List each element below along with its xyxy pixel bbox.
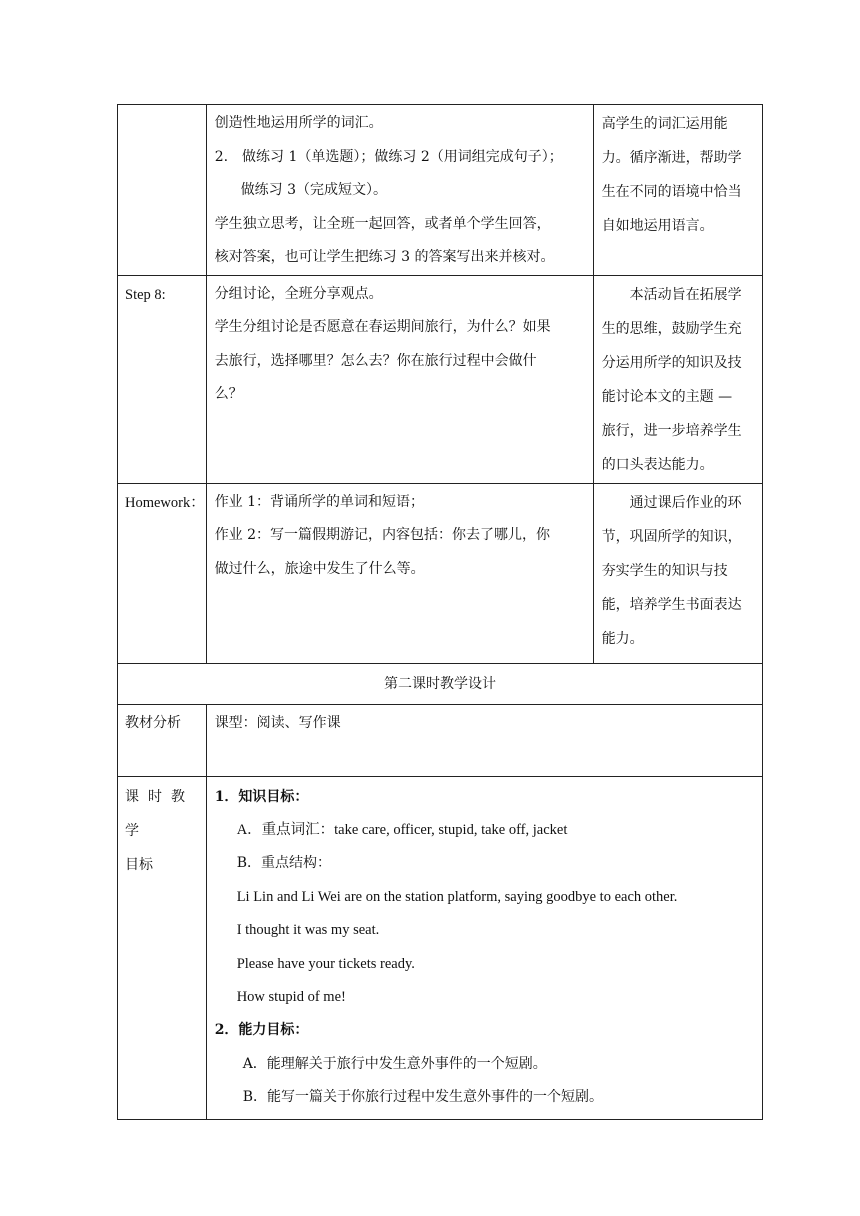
structure-heading: B．重点结构： (236, 855, 331, 872)
homework-label-cell: Homework： (118, 483, 207, 663)
purpose-line: 本活动旨在拓展学 (601, 286, 742, 303)
lesson-type: 课型：阅读、写作课 (214, 714, 341, 731)
purpose-line: 分运用所学的知识及技 (601, 354, 742, 371)
activity-line: 去旅行，选择哪里？怎么去？你在旅行过程中会做什 (214, 352, 537, 369)
objectives-row (118, 776, 763, 1119)
activity-line: 学生独立思考，让全班一起回答，或者单个学生回答， (214, 215, 551, 232)
activity-line: 做练习 3（完成短文）。 (240, 182, 388, 198)
homework-row (118, 483, 763, 663)
objectives-label-cell (118, 776, 207, 1119)
ability-item: A．能理解关于旅行中发生意外事件的一个短剧。 (242, 1055, 547, 1072)
section-title: 第二课时教学设计 (384, 675, 496, 692)
key-sentence: Please have your tickets ready. (236, 955, 415, 972)
step8-activity-cell (206, 275, 593, 483)
purpose-line: 生在不同的语境中恰当 (601, 184, 742, 200)
step8-purpose-cell (593, 275, 762, 483)
material-label-cell: 教材分析 (118, 704, 207, 776)
key-sentence: How stupid of me! (236, 988, 346, 1005)
purpose-line: 的口头表达能力。 (601, 456, 714, 473)
material-row (118, 704, 763, 776)
objectives-label-line: 目标 (125, 857, 153, 873)
section-title-cell (118, 663, 763, 704)
activity-line: 么？ (214, 386, 243, 402)
purpose-line: 高学生的词汇运用能 (601, 116, 728, 132)
step8-label-cell: Step 8: (118, 275, 207, 483)
purpose-line: 能，培养学生书面表达 (601, 596, 742, 613)
lesson-plan-table (117, 104, 763, 1120)
continuation-row (118, 105, 763, 276)
objectives-label-line: 课时教学 (125, 789, 194, 839)
key-sentence: Li Lin and Li Wei are on the station platform, saying goodbye to each other. (236, 888, 678, 905)
ability-heading: 2．能力目标： (214, 1022, 309, 1039)
continuation-purpose-cell (593, 105, 762, 276)
ability-item: B．能写一篇关于你旅行过程中发生意外事件的一个短剧。 (242, 1089, 603, 1106)
purpose-line: 能力。 (601, 630, 644, 647)
activity-line: 学生分组讨论是否愿意在春运期间旅行，为什么？如果 (214, 319, 551, 335)
step8-row (118, 275, 763, 483)
activity-line: 作业 1：背诵所学的单词和短语； (214, 493, 425, 510)
key-vocabulary: A．重点词汇：take care, officer, stupid, take off, jacket (236, 821, 568, 838)
homework-purpose-cell (593, 483, 762, 663)
continuation-activity-cell (206, 105, 593, 276)
purpose-line: 自如地运用语言。 (601, 218, 714, 234)
homework-activity-cell (206, 483, 593, 663)
purpose-line: 夯实学生的知识与技 (601, 562, 728, 579)
activity-line: 分组讨论，全班分享观点。 (214, 285, 383, 302)
purpose-line: 节，巩固所学的知识， (601, 528, 742, 545)
activity-line: 2. 做练习 1（单选题）；做练习 2（用词组完成句子）； (214, 148, 563, 165)
activity-line: 核对答案，也可让学生把练习 3 的答案写出来并核对。 (214, 249, 555, 265)
section-title-row (118, 663, 763, 704)
purpose-line: 生的思维，鼓励学生充 (601, 320, 742, 337)
continuation-label-cell (118, 105, 207, 276)
purpose-line: 能讨论本文的主题 — (601, 388, 733, 405)
key-sentence: I thought it was my seat. (236, 922, 380, 939)
knowledge-heading: 1．知识目标： (214, 788, 309, 805)
material-value-cell (206, 704, 762, 776)
purpose-line: 旅行，进一步培养学生 (601, 422, 742, 439)
objectives-content-cell (206, 776, 762, 1119)
purpose-line: 通过课后作业的环 (601, 494, 742, 511)
purpose-line: 力。循序渐进，帮助学 (601, 150, 742, 166)
activity-line: 作业 2：写一篇假期游记，内容包括：你去了哪儿，你 (214, 527, 551, 543)
activity-line: 做过什么，旅途中发生了什么等。 (214, 560, 425, 577)
activity-line: 创造性地运用所学的词汇。 (214, 115, 383, 131)
